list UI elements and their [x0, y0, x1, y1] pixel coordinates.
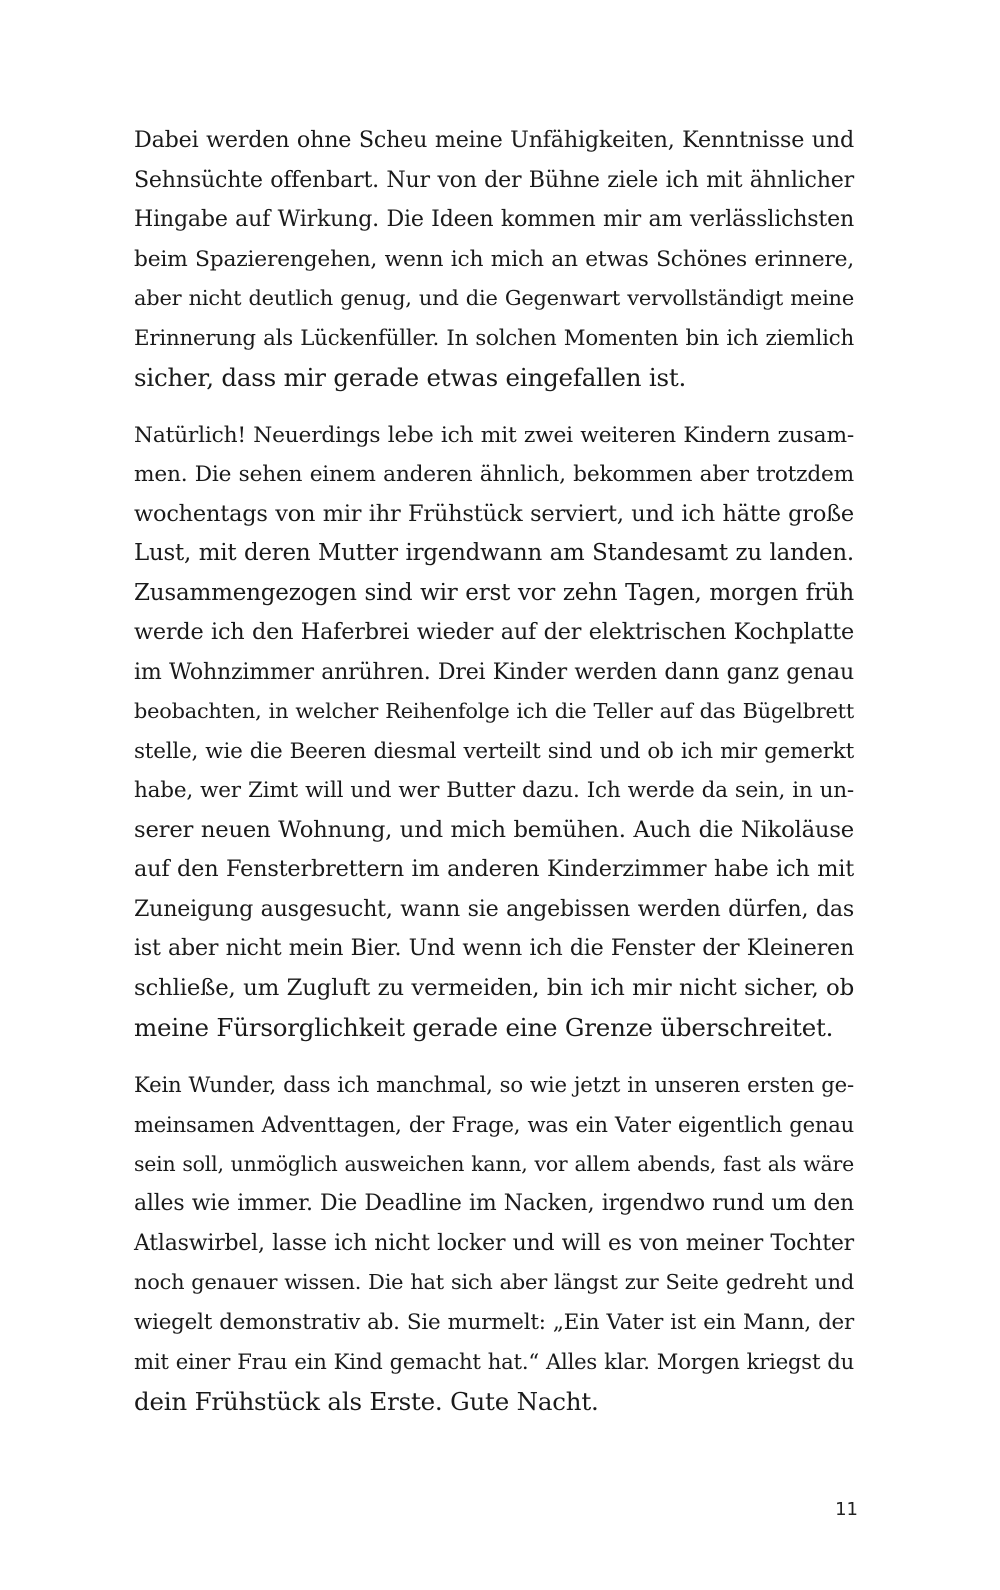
text-line: werde ich den Haferbrei wieder auf der elektrischen Kochplatte	[134, 619, 854, 645]
text-line: stelle, wie die Beeren diesmal verteilt sind und ob ich mir gemerkt	[134, 738, 854, 764]
text-line: schließe, um Zugluft zu vermeiden, bin ich mir nicht sicher, ob	[134, 974, 854, 1001]
text-line: auf den Fensterbrettern im anderen Kinderzimmer habe ich mit	[134, 856, 854, 882]
text-line: ist aber nicht mein Bier. Und wenn ich die Fenster der Kleineren	[134, 935, 854, 961]
text-line: Kein Wunder, dass ich manchmal, so wie jetzt in unseren ersten ge-	[134, 1072, 854, 1098]
text-line: habe, wer Zimt will und wer Butter dazu. Ich werde da sein, in un-	[134, 778, 854, 803]
text-line: noch genauer wissen. Die hat sich aber längst zur Seite gedreht und	[134, 1270, 854, 1294]
paragraph-1	[134, 121, 854, 398]
paragraph-2	[134, 416, 854, 1048]
text-line: beim Spazierengehen, wenn ich mich an etwas Schönes erinnere,	[134, 246, 854, 272]
text-line: im Wohnzimmer anrühren. Drei Kinder werden dann ganz genau	[134, 659, 854, 685]
text-line: Dabei werden ohne Scheu meine Unfähigkeiten, Kenntnisse und	[134, 127, 854, 153]
text-line: beobachten, in welcher Reihenfolge ich die Teller auf das Bügelbrett	[134, 699, 854, 723]
text-line: meinsamen Adventtagen, der Frage, was ein Vater eigentlich genau	[134, 1112, 854, 1137]
text-line: Lust, mit deren Mutter irgendwann am Standesamt zu landen.	[134, 540, 854, 566]
text-line: men. Die sehen einem anderen ähnlich, bekommen aber trotzdem	[134, 462, 854, 487]
text-line: aber nicht deutlich genug, und die Gegenwart vervollständigt meine	[134, 286, 854, 310]
text-line: Hingabe auf Wirkung. Die Ideen kommen mir am verlässlichsten	[134, 206, 854, 232]
text-line: Atlaswirbel, lasse ich nicht locker und will es von meiner Tochter	[134, 1230, 854, 1256]
text-line: sicher, dass mir gerade etwas eingefallen ist.	[134, 363, 687, 392]
text-line: sein soll, unmöglich ausweichen kann, vor allem abends, fast als wäre	[134, 1151, 854, 1176]
text-line: wochentags von mir ihr Frühstück serviert, und ich hätte große	[134, 500, 854, 527]
text-line: Erinnerung als Lückenfüller. In solchen Momenten bin ich ziemlich	[134, 325, 854, 351]
body-text	[134, 121, 854, 1439]
page-number: 11	[835, 1499, 858, 1520]
text-line: Natürlich! Neuerdings lebe ich mit zwei weiteren Kindern zusam-	[134, 422, 854, 448]
text-line: meine Fürsorglichkeit gerade eine Grenze überschreitet.	[134, 1013, 834, 1042]
text-line: Sehnsüchte offenbart. Nur von der Bühne ziele ich mit ähnlicher	[134, 166, 854, 193]
text-line: mit einer Frau ein Kind gemacht hat.“ Alles klar. Morgen kriegst du	[134, 1349, 854, 1374]
text-line: Zusammengezogen sind wir erst vor zehn Tagen, morgen früh	[134, 579, 854, 606]
text-line: dein Frühstück als Erste. Gute Nacht.	[134, 1386, 599, 1416]
text-line: Zuneigung ausgesucht, wann sie angebissen werden dürfen, das	[134, 895, 854, 922]
text-line: alles wie immer. Die Deadline im Nacken, irgendwo rund um den	[134, 1191, 854, 1216]
text-line: serer neuen Wohnung, und mich bemühen. Auch die Nikoläuse	[134, 816, 854, 843]
paragraph-3	[134, 1066, 854, 1422]
text-line: wiegelt demonstrativ ab. Sie murmelt: „Ein Vater ist ein Mann, der	[134, 1309, 854, 1335]
